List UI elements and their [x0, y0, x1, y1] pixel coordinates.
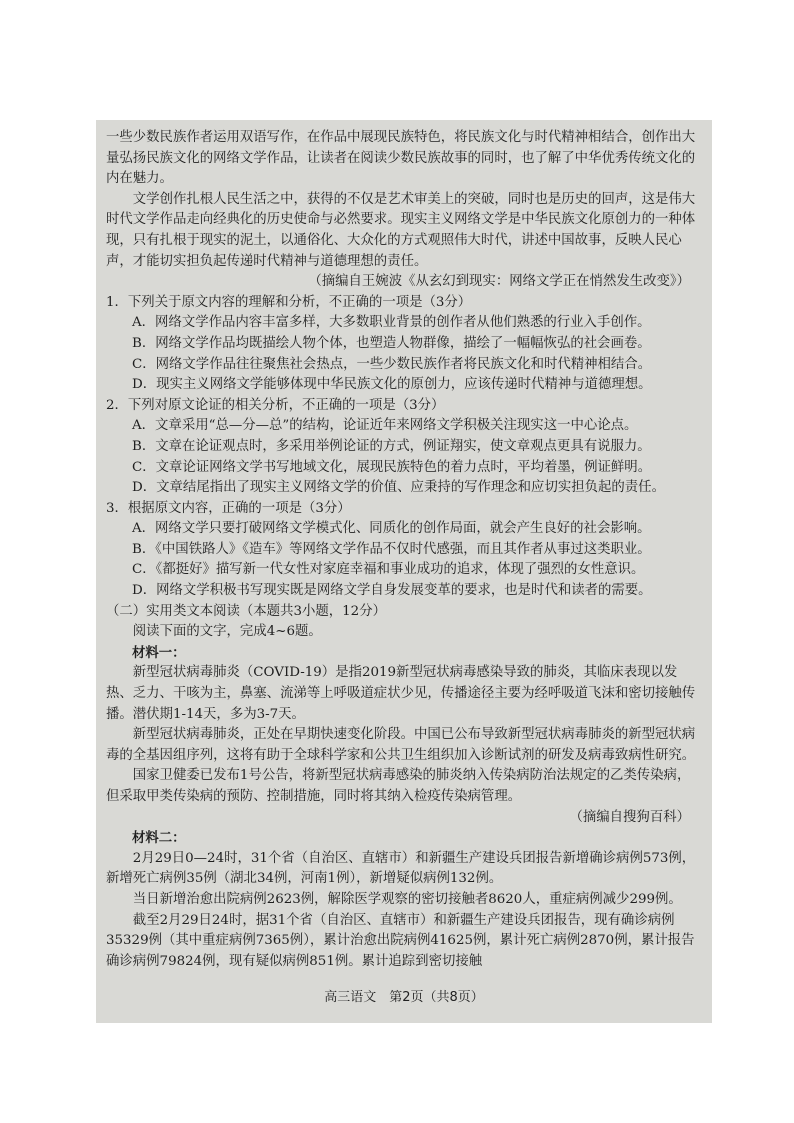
question-option: B．《中国铁路人》《造车》等网络文学作品不仅时代感强，而且其作者从事过这类职业。	[132, 541, 651, 557]
passage-paragraph: 文学创作扎根人民生活之中，获得的不仅是艺术审美上的突破，同时也是历史的回声，这是伟大时代文学作品走向经典化的历史使命与必然要求。现实主义网络文学是中华民族文化原创力的一种体现，只有扎根于现实的泥土，以通俗化、大众化的方式观照伟大时代，讲述中国故事，反映人民心声，才能切实担负起传递时代精神与道德理想的责任。	[106, 191, 696, 269]
question-stem: 2．下列对原文论证的相关分析，不正确的一项是（3分）	[106, 397, 445, 413]
question-option: D．文章结尾指出了现实主义网络文学的价值、应秉持的写作理念和应切实担负起的责任。	[132, 480, 665, 496]
section-heading: （二）实用类文本阅读（本题共3小题，12分）	[106, 603, 386, 619]
question-option: C．网络文学作品往往聚焦社会热点，一些少数民族作者将民族文化和时代精神相结合。	[132, 356, 652, 372]
page-content	[106, 128, 702, 972]
question-option: C．《都挺好》描写新一代女性对家庭幸福和事业成功的追求，体现了强烈的女性意识。	[132, 562, 645, 578]
question-stem: 1．下列关于原文内容的理解和分析，不正确的一项是（3分）	[106, 294, 472, 310]
material-source: （摘编自搜狗百科）	[569, 809, 690, 825]
question-option: A．文章采用“总—分—总”的结构，论证近年来网络文学积极关注现实这一中心论点。	[132, 418, 638, 434]
material-paragraph: 新型冠状病毒肺炎，正处在早期快速变化阶段。中国已公布导致新型冠状病毒肺炎的新型冠状病毒的全基因组序列，这将有助于全球科学家和公共卫生组织加入诊断试剂的研发及病毒致病性研究。	[106, 727, 696, 763]
section-instruction: 阅读下面的文字，完成4~6题。	[132, 624, 322, 640]
question-option: D．网络文学积极书写现实既是网络文学自身发展变革的要求，也是时代和读者的需要。	[132, 583, 652, 599]
material-paragraph: 截至2月29日24时，据31个省（自治区、直辖市）和新疆生产建设兵团报告，现有确诊病例35329例（其中重症病例7365例），累计治愈出院病例41625例，累计死亡病例2870例，累计报告确诊病例79824例，现有疑似病例851例。累计追踪到密切接触	[106, 912, 695, 969]
material-title: 材料二：	[132, 830, 186, 847]
question-stem: 3．根据原文内容，正确的一项是（3分）	[106, 500, 351, 516]
question-option: B．网络文学作品均既描绘人物个体，也塑造人物群像，描绘了一幅幅恢弘的社会画卷。	[132, 335, 651, 351]
question-option: D．现实主义网络文学能够体现中华民族文化的原创力，应该传递时代精神与道德理想。	[132, 377, 652, 393]
question-option: A．网络文学作品内容丰富多样，大多数职业背景的创作者从他们熟悉的行业入手创作。	[132, 315, 651, 331]
question-option: A．网络文学只要打破网络文学模式化、同质化的创作局面，就会产生良好的社会影响。	[132, 521, 651, 537]
material-paragraph: 当日新增治愈出院病例2623例，解除医学观察的密切接触者8620人，重症病例减少299例。	[132, 891, 682, 907]
material-title: 材料一：	[132, 644, 186, 661]
passage-source: （摘编自王婉波《从玄幻到现实：网络文学正在悄然发生改变》）	[308, 274, 690, 290]
page-footer: 高三语文 第2页（共8页）	[324, 990, 484, 1005]
question-option: B．文章在论证观点时，多采用举例论证的方式，例证翔实，使文章观点更具有说服力。	[132, 438, 651, 454]
material-paragraph: 新型冠状病毒肺炎（COVID-19）是指2019新型冠状病毒感染导致的肺炎，其临床表现以发热、乏力、干咳为主，鼻塞、流涕等上呼吸道症状少见，传播途径主要为经呼吸道飞沫和密切接触传播。潜伏期1-14天，多为3-7天。	[106, 665, 696, 722]
exam-page	[96, 120, 712, 1023]
question-option: C．文章论证网络文学书写地域文化，展现民族特色的着力点时，平均着墨，例证鲜明。	[132, 459, 652, 475]
passage-paragraph: 一些少数民族作者运用双语写作，在作品中展现民族特色，将民族文化与时代精神相结合，创作出大量弘扬民族文化的网络文学作品，让读者在阅读少数民族故事的同时，也了解了中华优秀传统文化的内在魅力。	[106, 130, 696, 187]
material-paragraph: 国家卫健委已发布1号公告，将新型冠状病毒感染的肺炎纳入传染病防治法规定的乙类传染病，但采取甲类传染病的预防、控制措施，同时将其纳入检疫传染病管理。	[106, 768, 691, 804]
material-paragraph: 2月29日0—24时，31个省（自治区、直辖市）和新疆生产建设兵团报告新增确诊病例573例，新增死亡病例35例（湖北34例，河南1例），新增疑似病例132例。	[106, 850, 696, 887]
